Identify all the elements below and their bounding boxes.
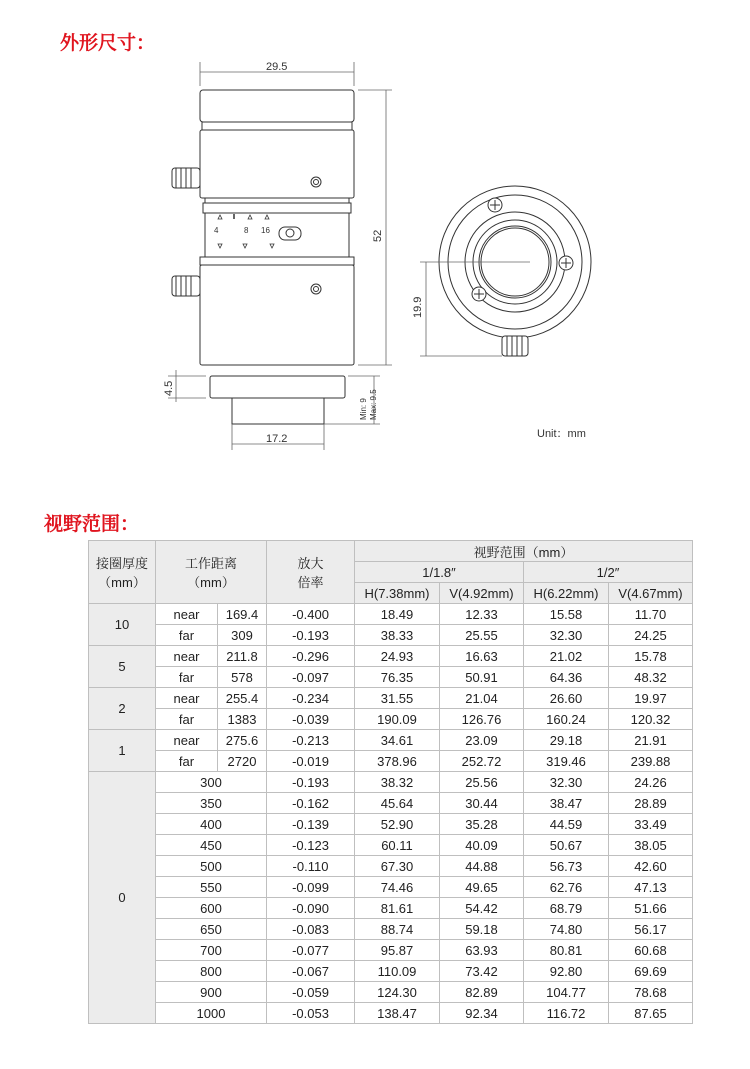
fov-value-cell: 24.26 — [609, 772, 693, 793]
magnification-cell: -0.296 — [267, 646, 355, 667]
fov-value-cell: 21.04 — [440, 688, 524, 709]
fov-value-cell: 252.72 — [440, 751, 524, 772]
fov-value-cell: 25.55 — [440, 625, 524, 646]
lens-upper-barrel — [200, 130, 354, 198]
lens-scale-ring — [205, 213, 349, 257]
fov-value-cell: 138.47 — [355, 1003, 440, 1024]
working-distance-cell: 650 — [156, 919, 267, 940]
fov-value-cell: 21.02 — [524, 646, 609, 667]
fov-value-cell: 124.30 — [355, 982, 440, 1003]
fov-value-cell: 15.58 — [524, 604, 609, 625]
header-v2: V(4.67mm) — [609, 583, 693, 604]
fov-value-cell: 81.61 — [355, 898, 440, 919]
fov-value-cell: 44.59 — [524, 814, 609, 835]
magnification-cell: -0.059 — [267, 982, 355, 1003]
fov-value-cell: 23.09 — [440, 730, 524, 751]
working-distance-cell: 500 — [156, 856, 267, 877]
front-screw-2 — [559, 256, 573, 270]
working-distance-cell: 700 — [156, 940, 267, 961]
fov-value-cell: 24.93 — [355, 646, 440, 667]
header-format-1: 1/1.8″ — [355, 562, 524, 583]
working-distance-cell: 2720 — [218, 751, 267, 772]
table-row — [89, 877, 693, 898]
fov-value-cell: 49.65 — [440, 877, 524, 898]
working-distance-cell: 400 — [156, 814, 267, 835]
fov-value-cell: 67.30 — [355, 856, 440, 877]
table-row — [89, 898, 693, 919]
table-row — [89, 667, 693, 688]
fov-value-cell: 11.70 — [609, 604, 693, 625]
fov-value-cell: 116.72 — [524, 1003, 609, 1024]
magnification-cell: -0.053 — [267, 1003, 355, 1024]
fov-value-cell: 59.18 — [440, 919, 524, 940]
lens-dimension-drawing — [0, 0, 750, 470]
working-distance-cell: 211.8 — [218, 646, 267, 667]
header-h1: H(7.38mm) — [355, 583, 440, 604]
working-distance-cell: 1000 — [156, 1003, 267, 1024]
spacer-cell: 5 — [89, 646, 156, 688]
fov-value-cell: 50.91 — [440, 667, 524, 688]
working-distance-cell: 300 — [156, 772, 267, 793]
header-fov: 视野范围（mm） — [355, 541, 693, 562]
spacer-cell: 2 — [89, 688, 156, 730]
lens-front-ring — [202, 122, 352, 130]
fov-value-cell: 73.42 — [440, 961, 524, 982]
spacer-cell: 10 — [89, 604, 156, 646]
dim-top-width-label: 29.5 — [266, 61, 288, 73]
working-distance-cell: 350 — [156, 793, 267, 814]
fov-value-cell: 19.97 — [609, 688, 693, 709]
magnification-cell: -0.123 — [267, 835, 355, 856]
fov-table — [88, 540, 693, 1024]
lens-lower-barrel — [200, 265, 354, 365]
magnification-cell: -0.193 — [267, 772, 355, 793]
fov-value-cell: 45.64 — [355, 793, 440, 814]
header-format-2: 1/2″ — [524, 562, 693, 583]
dim-back-max: Max: 9.5 — [369, 389, 378, 420]
fov-value-cell: 24.25 — [609, 625, 693, 646]
fov-value-cell: 28.89 — [609, 793, 693, 814]
fov-title: 视野范围： — [44, 513, 140, 535]
magnification-cell: -0.234 — [267, 688, 355, 709]
fov-value-cell: 38.47 — [524, 793, 609, 814]
fov-value-cell: 15.78 — [609, 646, 693, 667]
fov-value-cell: 31.55 — [355, 688, 440, 709]
fov-value-cell: 44.88 — [440, 856, 524, 877]
table-row — [89, 772, 693, 793]
dim-height-label: 52 — [372, 229, 384, 242]
magnification-cell: -0.019 — [267, 751, 355, 772]
fov-value-cell: 18.49 — [355, 604, 440, 625]
fov-value-cell: 69.69 — [609, 961, 693, 982]
fov-value-cell: 56.17 — [609, 919, 693, 940]
fov-value-cell: 54.42 — [440, 898, 524, 919]
working-distance-cell: 450 — [156, 835, 267, 856]
unit-label: Unit：mm — [537, 428, 586, 440]
fov-value-cell: 64.36 — [524, 667, 609, 688]
fov-value-cell: 95.87 — [355, 940, 440, 961]
magnification-cell: -0.039 — [267, 709, 355, 730]
fov-value-cell: 56.73 — [524, 856, 609, 877]
working-distance-cell: 275.6 — [218, 730, 267, 751]
fov-value-cell: 29.18 — [524, 730, 609, 751]
working-distance-cell: 255.4 — [218, 688, 267, 709]
fov-value-cell: 74.80 — [524, 919, 609, 940]
fov-value-cell: 12.33 — [440, 604, 524, 625]
fov-value-cell: 38.32 — [355, 772, 440, 793]
position-cell: far — [156, 709, 218, 730]
table-row — [89, 982, 693, 1003]
magnification-cell: -0.400 — [267, 604, 355, 625]
fov-value-cell: 52.90 — [355, 814, 440, 835]
table-row — [89, 646, 693, 667]
table-row — [89, 835, 693, 856]
fov-value-cell: 78.68 — [609, 982, 693, 1003]
front-knob — [502, 336, 528, 356]
fov-value-cell: 25.56 — [440, 772, 524, 793]
front-screw-3 — [472, 287, 486, 301]
header-working-distance: 工作距离 （mm） — [156, 541, 267, 604]
working-distance-cell: 550 — [156, 877, 267, 898]
dim-bottom-width-label: 17.2 — [266, 433, 288, 445]
position-cell: near — [156, 646, 218, 667]
magnification-cell: -0.083 — [267, 919, 355, 940]
table-row — [89, 856, 693, 877]
fov-value-cell: 35.28 — [440, 814, 524, 835]
table-row — [89, 709, 693, 730]
fov-value-cell: 34.61 — [355, 730, 440, 751]
lens-side-view — [200, 90, 354, 424]
ring-mark-label: 4 — [214, 226, 219, 235]
fov-value-cell: 38.05 — [609, 835, 693, 856]
fov-value-cell: 62.76 — [524, 877, 609, 898]
lock-screw-lower — [172, 276, 200, 296]
fov-value-cell: 92.34 — [440, 1003, 524, 1024]
ring-mark-label: 16 — [261, 226, 270, 235]
working-distance-cell: 800 — [156, 961, 267, 982]
fov-value-cell: 74.46 — [355, 877, 440, 898]
lens-band-1 — [205, 198, 349, 203]
table-row — [89, 751, 693, 772]
fov-value-cell: 126.76 — [440, 709, 524, 730]
table-row — [89, 961, 693, 982]
fov-value-cell: 104.77 — [524, 982, 609, 1003]
fov-value-cell: 239.88 — [609, 751, 693, 772]
fov-value-cell: 88.74 — [355, 919, 440, 940]
magnification-cell: -0.110 — [267, 856, 355, 877]
fov-value-cell: 48.32 — [609, 667, 693, 688]
fov-value-cell: 63.93 — [440, 940, 524, 961]
fov-value-cell: 30.44 — [440, 793, 524, 814]
fov-value-cell: 60.11 — [355, 835, 440, 856]
header-spacer: 接圈厚度 （mm） — [89, 541, 156, 604]
header-h2: H(6.22mm) — [524, 583, 609, 604]
fov-value-cell: 82.89 — [440, 982, 524, 1003]
lock-screw-upper — [172, 168, 200, 188]
fov-value-cell: 76.35 — [355, 667, 440, 688]
magnification-cell: -0.097 — [267, 667, 355, 688]
dimensions-title: 外形尺寸： — [60, 32, 156, 54]
fov-value-cell: 32.30 — [524, 772, 609, 793]
lens-mount-flange — [210, 376, 345, 398]
fov-value-cell: 92.80 — [524, 961, 609, 982]
ring-mark-label: 8 — [244, 226, 249, 235]
spacer-cell: 0 — [89, 772, 156, 1024]
fov-value-cell: 160.24 — [524, 709, 609, 730]
magnification-cell: -0.077 — [267, 940, 355, 961]
dim-flange-label: 4.5 — [163, 380, 175, 396]
fov-value-cell: 47.13 — [609, 877, 693, 898]
lens-band-3 — [200, 257, 354, 265]
fov-value-cell: 50.67 — [524, 835, 609, 856]
working-distance-cell: 169.4 — [218, 604, 267, 625]
fov-value-cell: 120.32 — [609, 709, 693, 730]
table-row — [89, 625, 693, 646]
position-cell: near — [156, 730, 218, 751]
table-row — [89, 793, 693, 814]
magnification-cell: -0.193 — [267, 625, 355, 646]
working-distance-cell: 600 — [156, 898, 267, 919]
lens-band-2 — [203, 203, 351, 213]
fov-value-cell: 26.60 — [524, 688, 609, 709]
magnification-cell: -0.139 — [267, 814, 355, 835]
lens-mount-thread — [232, 398, 324, 424]
magnification-cell: -0.099 — [267, 877, 355, 898]
table-row — [89, 730, 693, 751]
fov-value-cell: 319.46 — [524, 751, 609, 772]
fov-value-cell: 378.96 — [355, 751, 440, 772]
magnification-cell: -0.067 — [267, 961, 355, 982]
header-magnification: 放大 倍率 — [267, 541, 355, 604]
fov-value-cell: 51.66 — [609, 898, 693, 919]
working-distance-cell: 1383 — [218, 709, 267, 730]
spacer-cell: 1 — [89, 730, 156, 772]
table-row — [89, 604, 693, 625]
dim-back-min: Min: 9 — [359, 398, 368, 420]
table-row — [89, 940, 693, 961]
dim-center-height-label: 19.9 — [412, 296, 424, 318]
fov-value-cell: 190.09 — [355, 709, 440, 730]
table-row — [89, 919, 693, 940]
magnification-cell: -0.090 — [267, 898, 355, 919]
fov-value-cell: 40.09 — [440, 835, 524, 856]
position-cell: near — [156, 604, 218, 625]
table-row — [89, 814, 693, 835]
working-distance-cell: 309 — [218, 625, 267, 646]
position-cell: far — [156, 625, 218, 646]
fov-value-cell: 38.33 — [355, 625, 440, 646]
fov-value-cell: 33.49 — [609, 814, 693, 835]
fov-value-cell: 21.91 — [609, 730, 693, 751]
working-distance-cell: 900 — [156, 982, 267, 1003]
table-row — [89, 1003, 693, 1024]
magnification-cell: -0.162 — [267, 793, 355, 814]
position-cell: far — [156, 751, 218, 772]
fov-value-cell: 80.81 — [524, 940, 609, 961]
fov-value-cell: 60.68 — [609, 940, 693, 961]
header-v1: V(4.92mm) — [440, 583, 524, 604]
front-screw-1 — [488, 198, 502, 212]
position-cell: far — [156, 667, 218, 688]
working-distance-cell: 578 — [218, 667, 267, 688]
lens-front-cap — [200, 90, 354, 122]
position-cell: near — [156, 688, 218, 709]
table-row — [89, 688, 693, 709]
fov-value-cell: 42.60 — [609, 856, 693, 877]
fov-value-cell: 68.79 — [524, 898, 609, 919]
fov-value-cell: 32.30 — [524, 625, 609, 646]
fov-value-cell: 110.09 — [355, 961, 440, 982]
fov-value-cell: 87.65 — [609, 1003, 693, 1024]
magnification-cell: -0.213 — [267, 730, 355, 751]
dim-height — [358, 90, 392, 365]
fov-value-cell: 16.63 — [440, 646, 524, 667]
